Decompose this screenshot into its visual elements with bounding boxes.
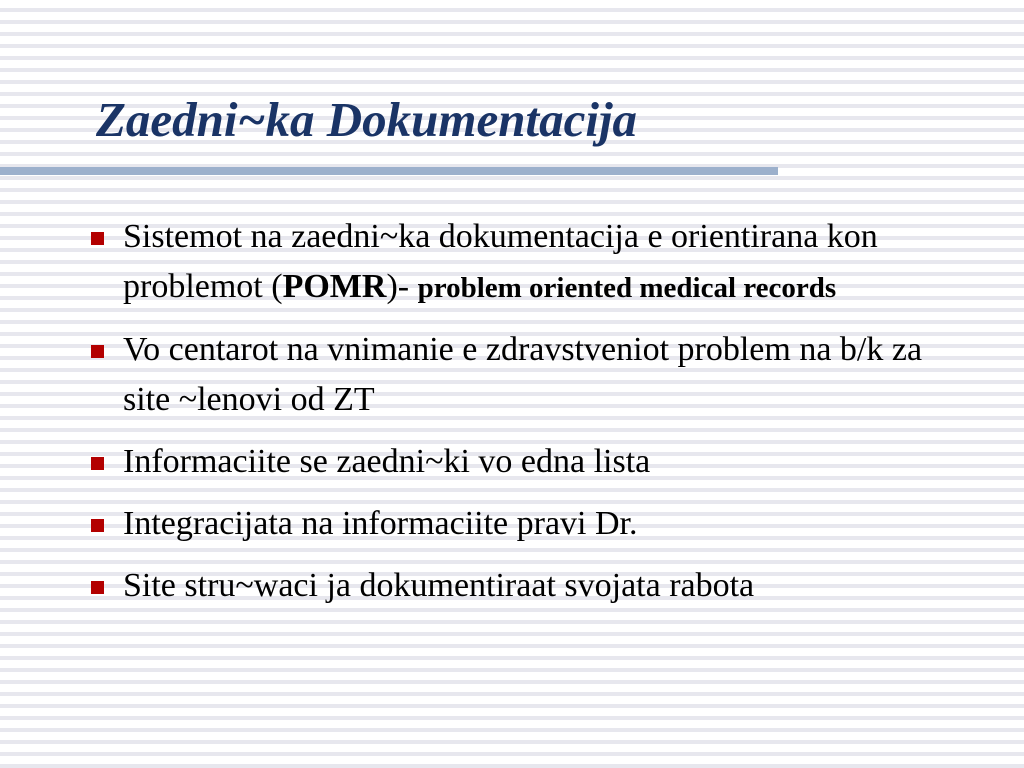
bullet-text: Site stru~waci ja dokumentiraat svojata rabota — [123, 567, 755, 604]
bullet-text-connector: )- — [386, 268, 418, 305]
bullet-text: Vo centarot na vnimanie e zdravstveniot problem na b/k za site ~lenovi od ZT — [123, 331, 923, 418]
bullet-item-shared-list — [87, 437, 977, 487]
bullet-item-focus — [87, 325, 977, 425]
slide-title: Zaedni~ka Dokumentacija — [96, 92, 638, 147]
bullet-text: Integracijata na informaciite pravi Dr. — [123, 505, 638, 542]
bullet-item-pomr — [87, 212, 977, 313]
bullet-text: Informaciite se zaedni~ki vo edna lista — [123, 443, 651, 480]
bullet-term-pomr: POMR — [282, 268, 387, 305]
square-bullet-icon — [91, 519, 104, 532]
bullet-text-intro: Sistemot na zaedni~ka dokumentacija e orientirana kon problemot ( — [123, 218, 878, 305]
square-bullet-icon — [91, 581, 104, 594]
square-bullet-icon — [91, 232, 104, 245]
bullet-list — [87, 212, 977, 623]
square-bullet-icon — [91, 457, 104, 470]
title-underline — [0, 167, 778, 175]
bullet-item-documentation — [87, 561, 977, 611]
square-bullet-icon — [91, 345, 104, 358]
bullet-term-definition: problem oriented medical records — [417, 272, 837, 304]
bullet-item-integration — [87, 499, 977, 549]
